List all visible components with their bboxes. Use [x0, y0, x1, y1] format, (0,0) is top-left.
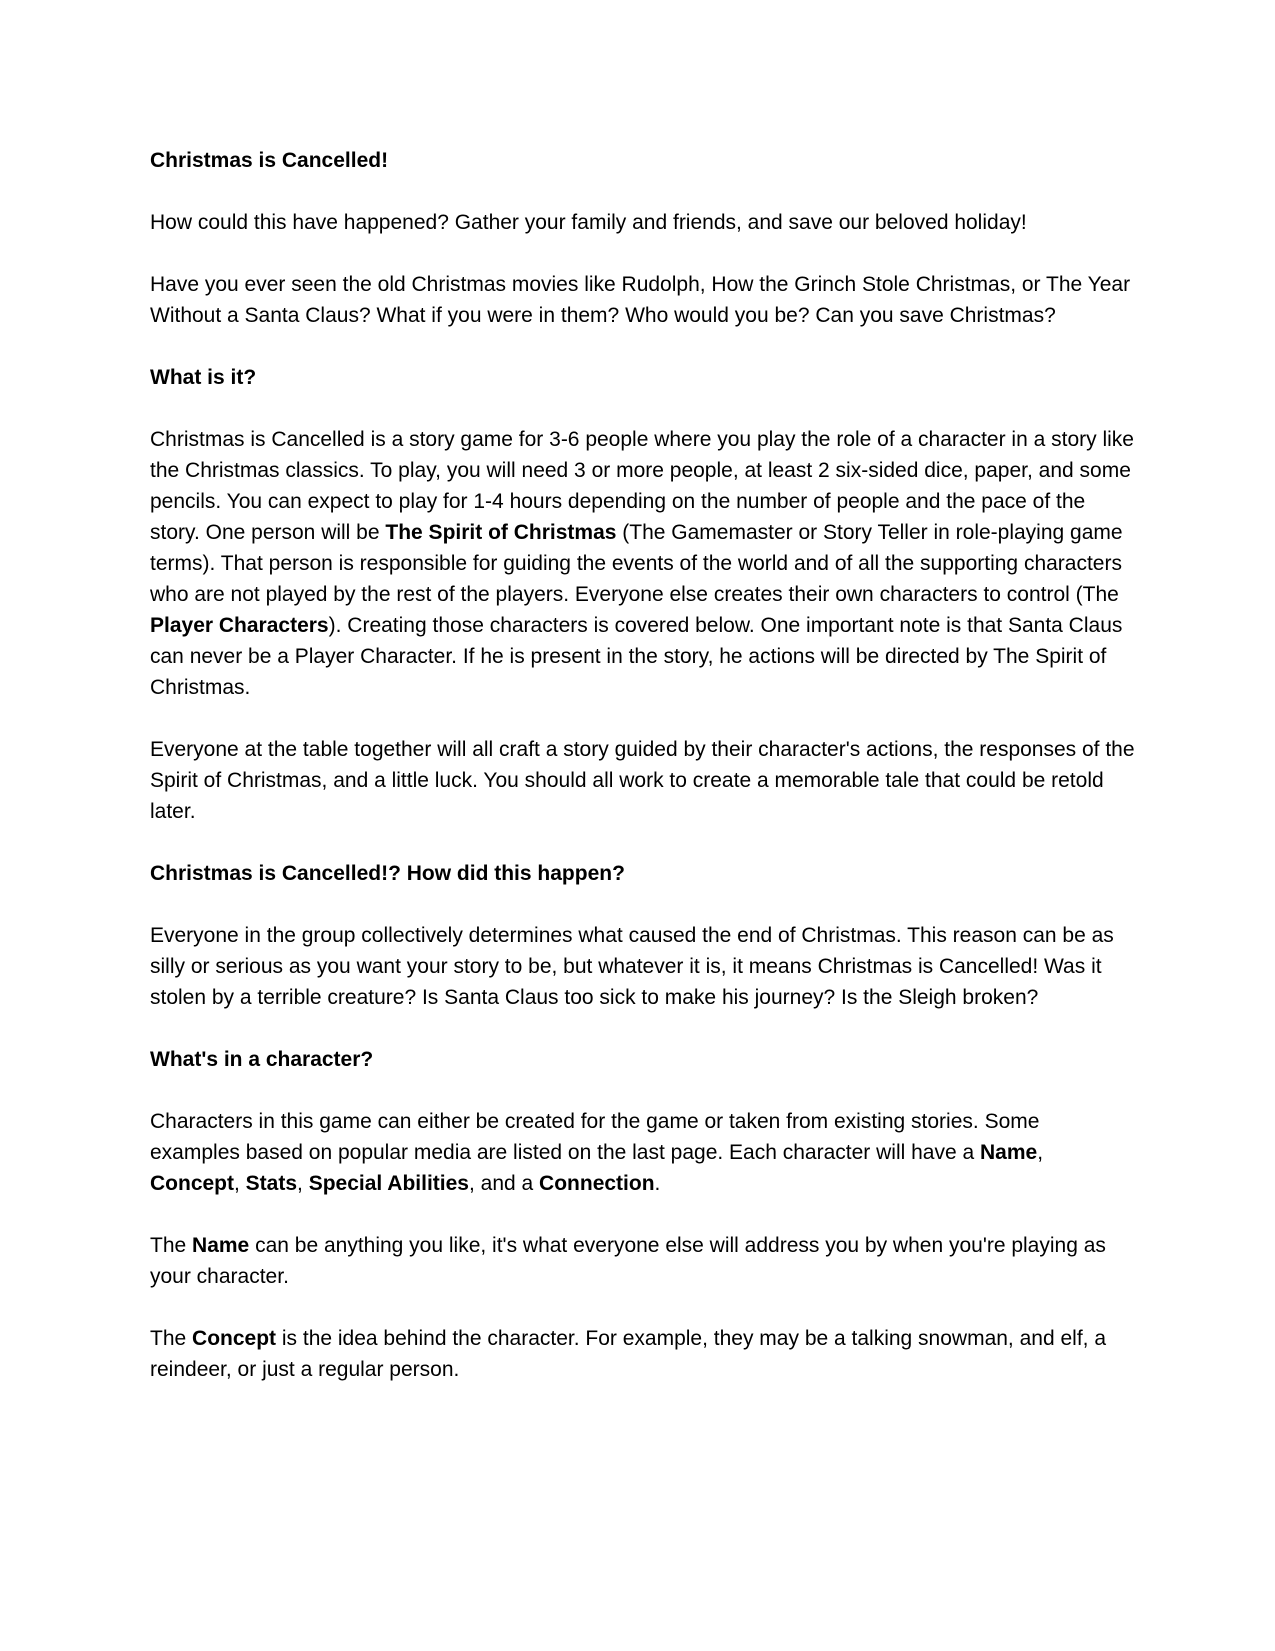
spirit-of-christmas-term: The Spirit of Christmas: [385, 521, 617, 544]
name-paragraph: [150, 1230, 1135, 1292]
text-run: .: [654, 1172, 661, 1195]
text-run: ). Creating those characters is covered below. One important note is that Santa Claus can never be a Player Character. If he is present in the story, he actions will be directed by The Spirit of Christmas.: [150, 614, 1123, 699]
connection-term: Connection: [539, 1172, 655, 1195]
story-craft-paragraph: Everyone at the table together will all craft a story guided by their character's actions, the responses of the Spirit of Christmas, and a little luck. You should all work to create a memorable tale that could be retold later.: [150, 738, 1135, 823]
how-did-this-happen-paragraph: Everyone in the group collectively determines what caused the end of Christmas. This reason can be as silly or serious as you want your story to be, but whatever it is, it means Christmas is Cancelled! Was it stolen by a terrible creature? Is Santa Claus too sick to make his journey? Is the Sleigh broken?: [150, 924, 1114, 1009]
document-title: Christmas is Cancelled!: [150, 149, 389, 172]
text-run: Christmas is Cancelled is a story game for 3-6 people where you play the role of a character in a story like the Christmas classics. To play, you will need 3 or more people, at least 2 six-sided dice, paper, and some pencils. You can expect to play for 1-4 hours depending on the number of people and the pace of the story. One person will be: [150, 428, 1134, 544]
stats-term: Stats: [245, 1172, 298, 1195]
text-run: can be anything you like, it's what everyone else will address you by when you're playing as your character.: [150, 1234, 1106, 1288]
text-run: ,: [1037, 1141, 1044, 1164]
concept-paragraph: [150, 1323, 1135, 1385]
how-did-this-happen-heading: Christmas is Cancelled!? How did this happen?: [150, 862, 625, 885]
text-run: is the idea behind the character. For example, they may be a talking snowman, and elf, a reindeer, or just a regular person.: [150, 1327, 1107, 1381]
text-run: Characters in this game can either be created for the game or taken from existing stories. Some examples based on popular media are listed on the last page. Each character will have a: [150, 1110, 1040, 1164]
intro-paragraph: How could this have happened? Gather your family and friends, and save our beloved holiday!: [150, 211, 1027, 234]
name-term: Name: [192, 1234, 250, 1257]
movies-paragraph: Have you ever seen the old Christmas movies like Rudolph, How the Grinch Stole Christmas, or The Year Without a Santa Claus? What if you were in them? Who would you be? Can you save Christmas?: [150, 273, 1131, 327]
text-run: ,: [234, 1172, 246, 1195]
player-characters-term: Player Characters: [150, 614, 329, 637]
text-run: , and a: [468, 1172, 540, 1195]
name-term: Name: [980, 1141, 1038, 1164]
text-run: The: [150, 1234, 193, 1257]
character-heading: What's in a character?: [150, 1048, 374, 1071]
character-paragraph: [150, 1106, 1135, 1199]
special-abilities-term: Special Abilities: [308, 1172, 469, 1195]
what-is-it-paragraph: [150, 424, 1135, 703]
what-is-it-heading: What is it?: [150, 366, 257, 389]
concept-term: Concept: [192, 1327, 277, 1350]
text-run: The: [150, 1327, 193, 1350]
text-run: ,: [297, 1172, 309, 1195]
document-page: [150, 145, 1135, 1416]
concept-term: Concept: [150, 1172, 234, 1195]
text-run: (The Gamemaster or Story Teller in role-playing game terms). That person is responsible for guiding the events of the world and of all the supporting characters who are not played by the rest of the players. Everyone else creates their own characters to control (The: [150, 521, 1123, 606]
